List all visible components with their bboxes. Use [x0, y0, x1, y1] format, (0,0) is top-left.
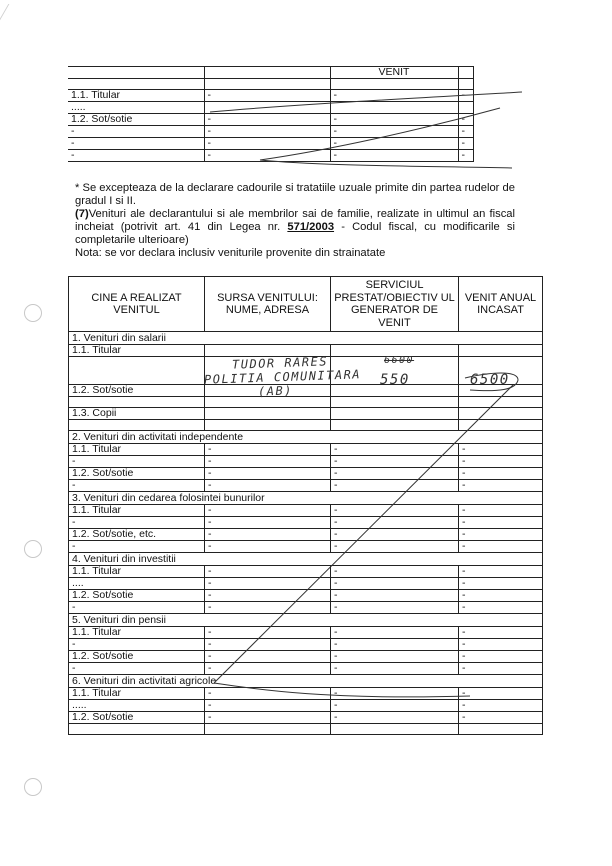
table-row: [68, 150, 474, 162]
handwritten-income-value: 6500: [470, 372, 510, 388]
table-cell: -: [331, 639, 459, 651]
table-cell: -: [459, 505, 543, 517]
row-label: 1.1. Titular: [69, 505, 205, 517]
table-cell: -: [459, 468, 543, 480]
table-cell: [459, 345, 543, 357]
table-row: [68, 138, 474, 150]
table-cell: -: [205, 651, 331, 663]
table-cell: -: [205, 590, 331, 602]
table-cell: -: [204, 138, 330, 150]
table-cell: -: [459, 566, 543, 578]
table-cell: [331, 420, 459, 431]
table-cell: -: [459, 627, 543, 639]
section-row: [69, 553, 543, 566]
table-cell: -: [458, 150, 474, 162]
table-row: [69, 480, 543, 492]
row-label: -: [69, 663, 205, 675]
table-cell: [459, 724, 543, 735]
table-cell: -: [459, 602, 543, 614]
section-title: 6. Venituri din activitati agricole: [69, 675, 543, 688]
row-label: -: [69, 602, 205, 614]
row-label: -: [68, 138, 204, 150]
table-cell: -: [331, 456, 459, 468]
row-label: [68, 79, 204, 90]
table-cell: -: [331, 590, 459, 602]
table-row: [68, 114, 474, 126]
header-cell: [68, 67, 204, 79]
notes-block: [75, 182, 515, 260]
handwritten-service-value: 550: [380, 372, 410, 388]
row-label: -: [69, 639, 205, 651]
table-cell: -: [459, 517, 543, 529]
row-label: 1.1. Titular: [69, 627, 205, 639]
punch-hole: [24, 540, 42, 558]
table-cell: [458, 102, 474, 114]
table-cell: [205, 724, 331, 735]
section-title: 1. Venituri din salarii: [69, 332, 543, 345]
section-row: [69, 675, 543, 688]
table-cell: [204, 102, 330, 114]
handwritten-source-county: (AB): [257, 383, 294, 399]
punch-hole: [24, 304, 42, 322]
row-label: [69, 357, 205, 385]
table-cell: [330, 102, 458, 114]
punch-hole: [24, 778, 42, 796]
row-label: -: [68, 126, 204, 138]
row-label: 1.1. Titular: [69, 444, 205, 456]
table-cell: -: [205, 456, 331, 468]
column-header: VENIT ANUAL INCASAT: [459, 277, 543, 332]
table-cell: -: [459, 480, 543, 492]
table-cell: -: [331, 602, 459, 614]
table-cell: -: [330, 114, 458, 126]
table-cell: -: [331, 505, 459, 517]
row-label: 1.3. Copii: [69, 408, 205, 420]
row-label: 1.2. Sot/sotie, etc.: [69, 529, 205, 541]
table-cell: [459, 408, 543, 420]
table-cell: -: [458, 90, 474, 102]
row-label: [69, 397, 205, 408]
table-row: [69, 566, 543, 578]
section-row: [69, 492, 543, 505]
row-label: -: [69, 517, 205, 529]
table-cell: [205, 420, 331, 431]
table-cell: [205, 408, 331, 420]
table-cell: -: [205, 578, 331, 590]
table-row: [69, 700, 543, 712]
table-cell: -: [330, 150, 458, 162]
table-cell: -: [204, 126, 330, 138]
table-cell: -: [331, 541, 459, 553]
table-cell: -: [331, 688, 459, 700]
table-cell: -: [331, 468, 459, 480]
row-label: -: [69, 480, 205, 492]
table-row: [68, 79, 474, 90]
table-cell: -: [331, 529, 459, 541]
table-cell: -: [205, 566, 331, 578]
table-cell: -: [331, 517, 459, 529]
table-cell: -: [459, 444, 543, 456]
table-row: [69, 627, 543, 639]
table-cell: -: [205, 712, 331, 724]
law-number: 571/2003: [287, 221, 335, 233]
table-cell: -: [331, 627, 459, 639]
table-cell: -: [459, 529, 543, 541]
table-row: [69, 724, 543, 735]
table-header-row: [68, 67, 474, 79]
table-cell: -: [205, 468, 331, 480]
table-row: [69, 590, 543, 602]
table-cell: -: [205, 529, 331, 541]
table-cell: -: [459, 456, 543, 468]
table-cell: -: [459, 688, 543, 700]
table-row: [69, 712, 543, 724]
table-row: [69, 602, 543, 614]
table-cell: -: [205, 627, 331, 639]
row-label: 1.2. Sot/sotie: [69, 651, 205, 663]
table-cell: -: [205, 517, 331, 529]
handwritten-source-institution: POLITIA COMUNITARA: [203, 367, 362, 387]
table-cell: -: [331, 444, 459, 456]
row-label: -: [68, 150, 204, 162]
table-row: [69, 420, 543, 431]
row-label: [69, 420, 205, 431]
table-cell: -: [204, 90, 330, 102]
table-row: [69, 517, 543, 529]
table-cell: -: [458, 138, 474, 150]
table-cell: -: [458, 126, 474, 138]
table-cell: -: [204, 150, 330, 162]
table-row: [69, 505, 543, 517]
table-cell: [458, 79, 474, 90]
table-row: [69, 663, 543, 675]
row-label: -: [69, 541, 205, 553]
row-label: 1.2. Sot/sotie: [69, 712, 205, 724]
handwritten-struck-value: 6600: [384, 355, 415, 366]
table-cell: -: [459, 712, 543, 724]
table-cell: -: [459, 700, 543, 712]
row-label: [69, 724, 205, 735]
annual-income-table: [68, 276, 543, 735]
table-cell: [459, 397, 543, 408]
table-cell: [330, 79, 458, 90]
table-cell: -: [331, 700, 459, 712]
table-cell: -: [205, 444, 331, 456]
table-cell: -: [331, 480, 459, 492]
table-cell: -: [205, 663, 331, 675]
section-row: [69, 614, 543, 627]
row-label: 1.2. Sot/sotie: [69, 468, 205, 480]
section-row: [69, 332, 543, 345]
section-7-heading: [75, 208, 515, 247]
table-cell: -: [459, 541, 543, 553]
page-corner-mark: [0, 4, 27, 26]
table-row: [69, 408, 543, 420]
table-cell: -: [458, 114, 474, 126]
table-row: [69, 456, 543, 468]
table-cell: -: [330, 90, 458, 102]
table-cell: -: [459, 651, 543, 663]
section-number: (7): [75, 208, 89, 220]
table-cell: -: [459, 590, 543, 602]
header-cell: [204, 67, 330, 79]
row-label: .....: [69, 700, 205, 712]
table-row: [68, 102, 474, 114]
section-title: 5. Venituri din pensii: [69, 614, 543, 627]
row-label: 1.1. Titular: [68, 90, 204, 102]
table-row: [69, 578, 543, 590]
table-cell: -: [205, 602, 331, 614]
row-label: 1.2. Sot/sotie: [69, 590, 205, 602]
table-row: [69, 639, 543, 651]
gifts-income-table: [68, 66, 474, 162]
header-venit: VENIT: [330, 67, 458, 79]
row-label: 1.2. Sot/sotie: [69, 385, 205, 397]
table-row: [68, 90, 474, 102]
column-header: SERVICIUL PRESTAT/OBIECTIV UL GENERATOR DE VENIT: [331, 277, 459, 332]
table-header-row: [69, 277, 543, 332]
handwritten-source-name: TUDOR RARES: [231, 354, 329, 372]
table-cell: -: [459, 663, 543, 675]
table-cell: -: [205, 639, 331, 651]
table-cell: -: [205, 688, 331, 700]
table-cell: -: [205, 480, 331, 492]
row-label: ....: [69, 578, 205, 590]
section-row: [69, 431, 543, 444]
section-title: 4. Venituri din investitii: [69, 553, 543, 566]
table-cell: -: [459, 578, 543, 590]
table-row: [69, 541, 543, 553]
row-label: -: [69, 456, 205, 468]
table-cell: -: [205, 505, 331, 517]
section-title: 3. Venituri din cedarea folosintei bunurilor: [69, 492, 543, 505]
table-row: [68, 126, 474, 138]
row-label: 1.1. Titular: [69, 688, 205, 700]
table-cell: -: [459, 639, 543, 651]
table-cell: -: [331, 712, 459, 724]
table-row: [69, 397, 543, 408]
header-cell: [458, 67, 474, 79]
note-gifts-exception: * Se excepteaza de la declarare cadourile si tratatiile uzuale primite din partea rudelor de gradul I si II.: [75, 182, 515, 207]
section-7-text-b: - Codul fiscal, cu modificarile si completarile ulterioare): [75, 221, 515, 246]
table-row: [69, 688, 543, 700]
table-cell: -: [205, 700, 331, 712]
row-label: 1.1. Titular: [69, 345, 205, 357]
table-cell: [331, 724, 459, 735]
row-label: 1.2. Sot/sotie: [68, 114, 204, 126]
table-cell: -: [331, 566, 459, 578]
table-cell: -: [330, 138, 458, 150]
table-cell: [331, 397, 459, 408]
table-cell: [204, 79, 330, 90]
table-row: [69, 468, 543, 480]
table-cell: -: [204, 114, 330, 126]
section-title: 2. Venituri din activitati independente: [69, 431, 543, 444]
column-header: SURSA VENITULUI: NUME, ADRESA: [205, 277, 331, 332]
table-cell: [459, 420, 543, 431]
table-cell: -: [205, 541, 331, 553]
table-row: [69, 651, 543, 663]
table-cell: -: [331, 578, 459, 590]
section-7-text-a: Venituri ale declarantului si ale membrilor sai de familie, realizate in ultimul an fiscal incheiat (potrivit art. 41 din Legea nr.: [75, 208, 515, 233]
table-cell: -: [330, 126, 458, 138]
note-foreign-income: Nota: se vor declara inclusiv veniturile provenite din strainatate: [75, 247, 386, 259]
row-label: .....: [68, 102, 204, 114]
row-label: 1.1. Titular: [69, 566, 205, 578]
table-cell: -: [331, 663, 459, 675]
table-row: [69, 444, 543, 456]
column-header: CINE A REALIZAT VENITUL: [69, 277, 205, 332]
table-cell: -: [331, 651, 459, 663]
table-row: [69, 529, 543, 541]
table-cell: [331, 408, 459, 420]
